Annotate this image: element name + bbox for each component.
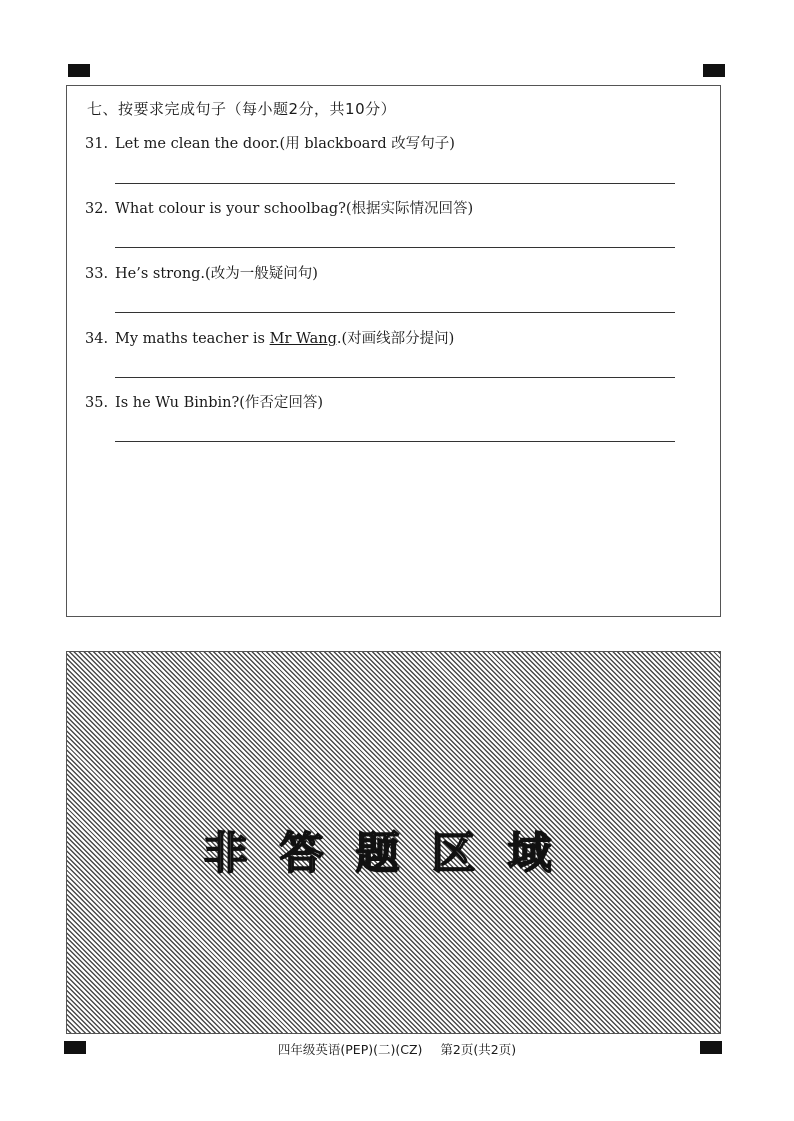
answer-line-35[interactable] — [115, 441, 675, 442]
answer-line-34[interactable] — [115, 377, 675, 378]
question-text: Is he Wu Binbin?(作否定回答) — [115, 395, 324, 411]
page-footer — [0, 1040, 794, 1058]
question-text-before: My maths teacher is — [115, 331, 270, 347]
question-text: What colour is your schoolbag?(根据实际情况回答) — [115, 201, 474, 217]
registration-marker-top-left — [68, 64, 90, 77]
question-text: He’s strong.(改为一般疑问句) — [115, 266, 318, 282]
section-title: 七、按要求完成句子（每小题2分，共10分） — [87, 100, 397, 118]
answer-line-33[interactable] — [115, 312, 675, 313]
non-answer-area — [66, 651, 721, 1034]
question-34 — [85, 327, 454, 348]
question-number: 31. — [85, 136, 109, 152]
question-number: 35. — [85, 395, 109, 411]
answer-box — [66, 85, 721, 617]
footer-exam-title: 四年级英语(PEP)(二)(CZ) — [277, 1042, 423, 1057]
question-text-after: .(对画线部分提问) — [336, 331, 455, 347]
answer-line-31[interactable] — [115, 183, 675, 184]
question-number: 32. — [85, 201, 109, 217]
question-number: 33. — [85, 266, 109, 282]
question-text: Let me clean the door.(用 blackboard 改写句子) — [115, 136, 455, 152]
non-answer-label: 非答题区域 — [203, 828, 584, 879]
question-number: 34. — [85, 331, 109, 347]
footer-page-number: 第2页(共2页) — [440, 1042, 517, 1057]
question-31 — [85, 132, 455, 153]
question-35 — [85, 391, 323, 412]
registration-marker-top-right — [703, 64, 725, 77]
question-32 — [85, 197, 473, 218]
underlined-phrase: Mr Wang — [269, 331, 337, 347]
question-33 — [85, 262, 318, 283]
answer-line-32[interactable] — [115, 247, 675, 248]
